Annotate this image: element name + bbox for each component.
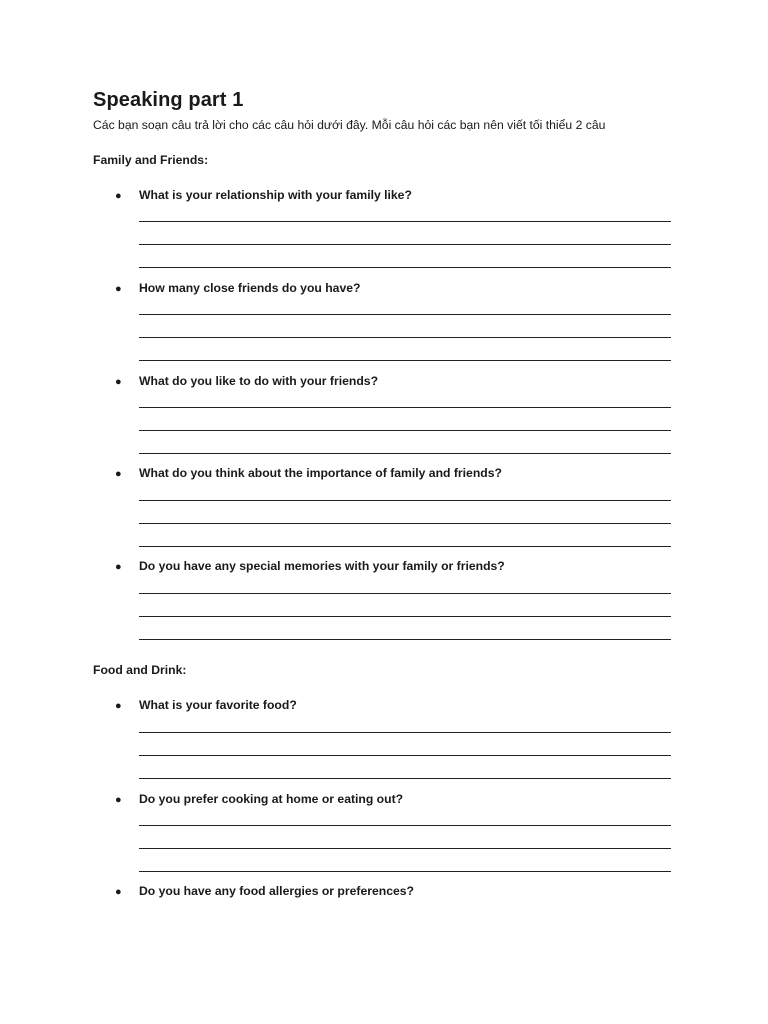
answer-line[interactable] bbox=[139, 360, 671, 361]
question-text: What is your relationship with your family like? bbox=[139, 188, 412, 202]
question-text: Do you prefer cooking at home or eating out? bbox=[139, 792, 404, 806]
answer-line[interactable] bbox=[139, 337, 671, 338]
answer-line[interactable] bbox=[139, 523, 671, 524]
bullet-icon: ● bbox=[115, 190, 122, 202]
question-item bbox=[115, 792, 403, 806]
bullet-icon: ● bbox=[115, 283, 122, 295]
answer-line[interactable] bbox=[139, 593, 671, 594]
question-item bbox=[115, 466, 502, 480]
question-text: How many close friends do you have? bbox=[139, 281, 361, 295]
answer-line[interactable] bbox=[139, 221, 671, 222]
bullet-icon: ● bbox=[115, 376, 122, 388]
question-text: What do you like to do with your friends? bbox=[139, 374, 379, 388]
question-item bbox=[115, 559, 505, 573]
instructions-text: Các bạn soạn câu trả lời cho các câu hỏi dưới đây. Mỗi câu hỏi các bạn nên viết tối thiểu 2 câu bbox=[93, 118, 606, 132]
bullet-icon: ● bbox=[115, 468, 122, 480]
answer-line[interactable] bbox=[139, 546, 671, 547]
answer-line[interactable] bbox=[139, 616, 671, 617]
answer-line[interactable] bbox=[139, 848, 671, 849]
question-text: Do you have any food allergies or preferences? bbox=[139, 884, 414, 898]
question-text: What is your favorite food? bbox=[139, 698, 297, 712]
answer-line[interactable] bbox=[139, 871, 671, 872]
question-item bbox=[115, 884, 414, 898]
bullet-icon: ● bbox=[115, 794, 122, 806]
question-item bbox=[115, 188, 412, 202]
answer-line[interactable] bbox=[139, 244, 671, 245]
answer-line[interactable] bbox=[139, 500, 671, 501]
answer-line[interactable] bbox=[139, 755, 671, 756]
page-title: Speaking part 1 bbox=[93, 89, 244, 111]
question-item bbox=[115, 281, 360, 295]
answer-line[interactable] bbox=[139, 453, 671, 454]
question-item bbox=[115, 698, 297, 712]
answer-line[interactable] bbox=[139, 825, 671, 826]
answer-line[interactable] bbox=[139, 407, 671, 408]
answer-line[interactable] bbox=[139, 778, 671, 779]
answer-line[interactable] bbox=[139, 639, 671, 640]
answer-line[interactable] bbox=[139, 732, 671, 733]
bullet-icon: ● bbox=[115, 886, 122, 898]
bullet-icon: ● bbox=[115, 561, 122, 573]
answer-line[interactable] bbox=[139, 430, 671, 431]
question-text: Do you have any special memories with your family or friends? bbox=[139, 559, 505, 573]
answer-line[interactable] bbox=[139, 314, 671, 315]
answer-line[interactable] bbox=[139, 267, 671, 268]
section-heading-food-drink: Food and Drink: bbox=[93, 663, 187, 677]
question-item bbox=[115, 374, 378, 388]
question-text: What do you think about the importance of family and friends? bbox=[139, 466, 502, 480]
section-heading-family-friends: Family and Friends: bbox=[93, 153, 209, 167]
bullet-icon: ● bbox=[115, 700, 122, 712]
